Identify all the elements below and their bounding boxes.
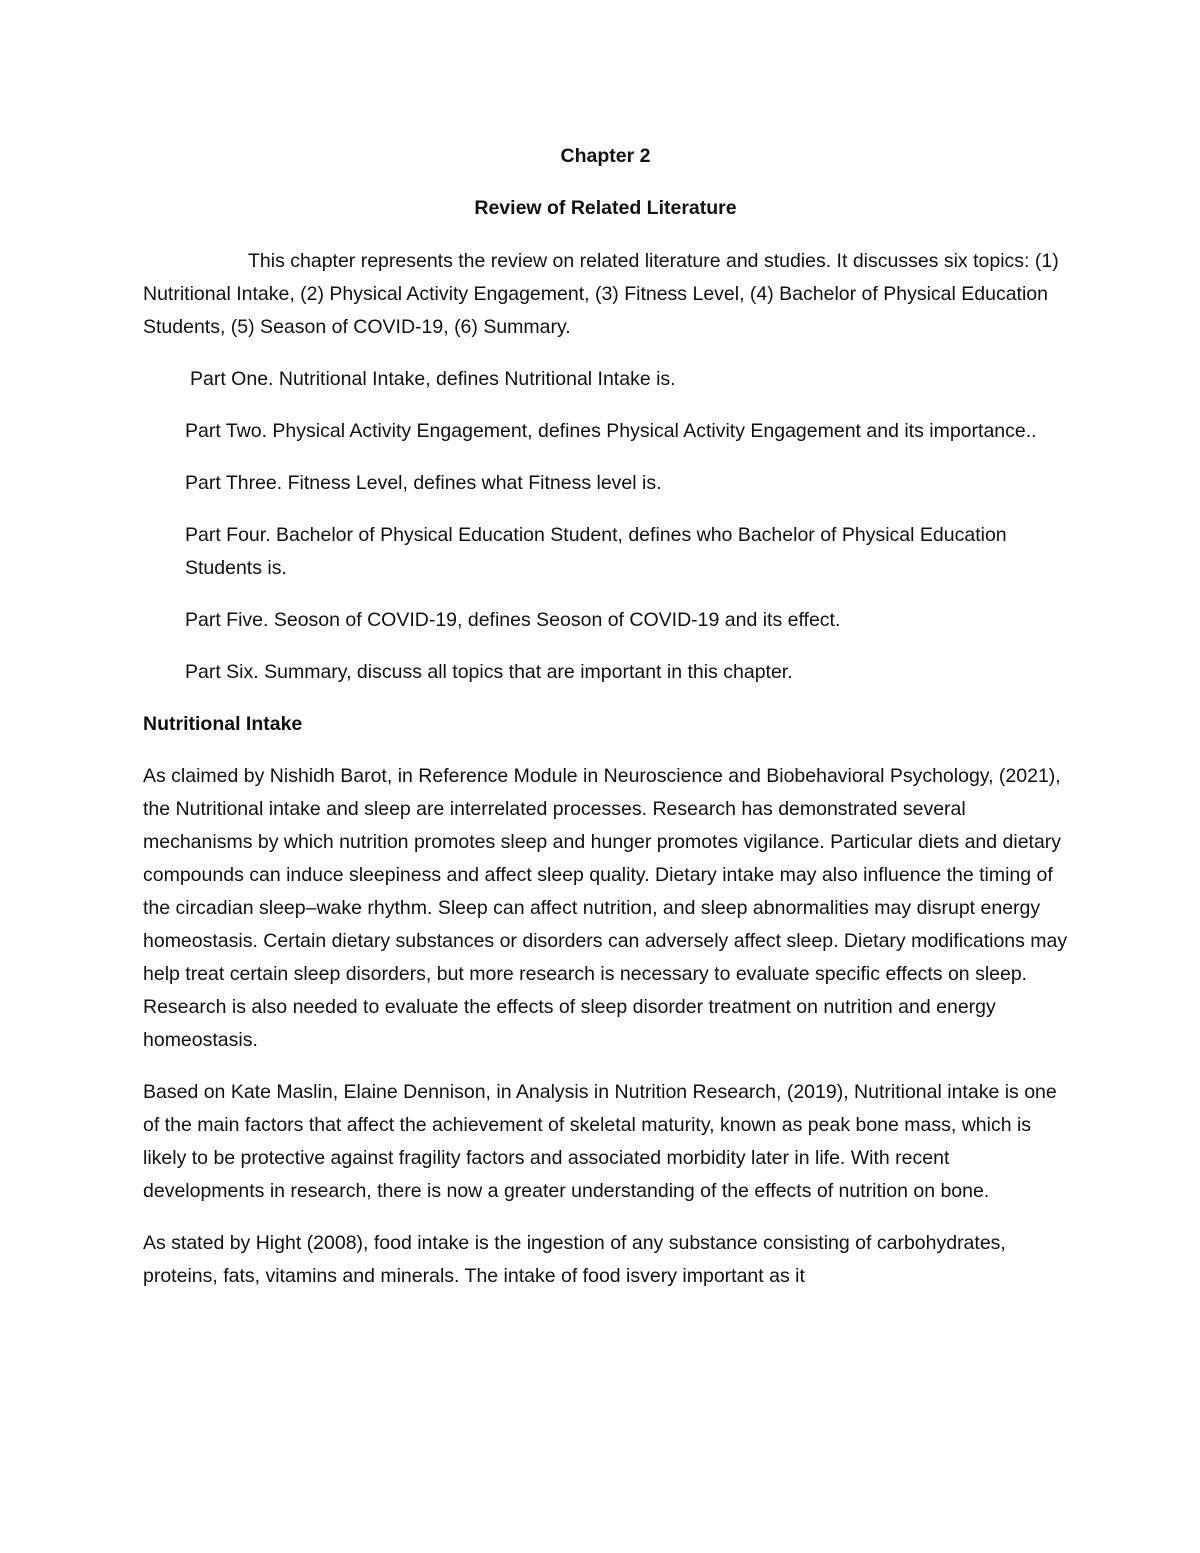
nutrition-paragraph-barot: As claimed by Nishidh Barot, in Reference Module in Neuroscience and Biobehavioral Psychology, (2021), the Nutritional intake and sleep are interrelated processes. Research has demonstrated several mechanisms by which nutrition promotes sleep and hunger promotes vigilance. Particular diets and dietary compounds can induce sleepiness and affect sleep quality. Dietary intake may also influence the timing of the circadian sleep–wake rhythm. Sleep can affect nutrition, and sleep abnormalities may disrupt energy homeostasis. Certain dietary substances or disorders can adversely affect sleep. Dietary modifications may help treat certain sleep disorders, but more research is necessary to evaluate specific effects on sleep. Research is also needed to evaluate the effects of sleep disorder treatment on nutrition and energy homeostasis.	[143, 765, 1068, 1051]
nutrition-paragraph-maslin: Based on Kate Maslin, Elaine Dennison, in Analysis in Nutrition Research, (2019), Nutritional intake is one of the main factors that affect the achievement of skeletal maturity, known as peak bone mass, which is likely to be protective against fragility factors and associated morbidity later in life. With recent developments in research, there is now a greater understanding of the effects of nutrition on bone.	[143, 1081, 1057, 1202]
part-one: Part One. Nutritional Intake, defines Nutritional Intake is.	[190, 368, 676, 390]
intro-paragraph: This chapter represents the review on related literature and studies. It discusses six topics: (1) Nutritional Intake, (2) Physical Activity Engagement, (3) Fitness Level, (4) Bachelor of Physical Education Students, (5) Season of COVID-19, (6) Summary.	[143, 250, 1059, 338]
chapter-title: Chapter 2	[560, 145, 651, 167]
document-content	[143, 140, 1068, 1312]
part-four: Part Four. Bachelor of Physical Education Student, defines who Bachelor of Physical Education Students is.	[185, 524, 1007, 579]
nutrition-paragraph-hight: As stated by Hight (2008), food intake is the ingestion of any substance consisting of carbohydrates, proteins, fats, vitamins and minerals. The intake of food isvery important as it	[143, 1232, 1006, 1287]
section-title: Review of Related Literature	[474, 197, 737, 219]
part-three: Part Three. Fitness Level, defines what Fitness level is.	[185, 472, 662, 494]
part-five: Part Five. Seoson of COVID-19, defines Seoson of COVID-19 and its effect.	[185, 609, 841, 631]
part-two: Part Two. Physical Activity Engagement, defines Physical Activity Engagement and its importance..	[185, 420, 1037, 442]
nutritional-intake-heading: Nutritional Intake	[143, 713, 303, 735]
part-six: Part Six. Summary, discuss all topics that are important in this chapter.	[185, 661, 793, 683]
